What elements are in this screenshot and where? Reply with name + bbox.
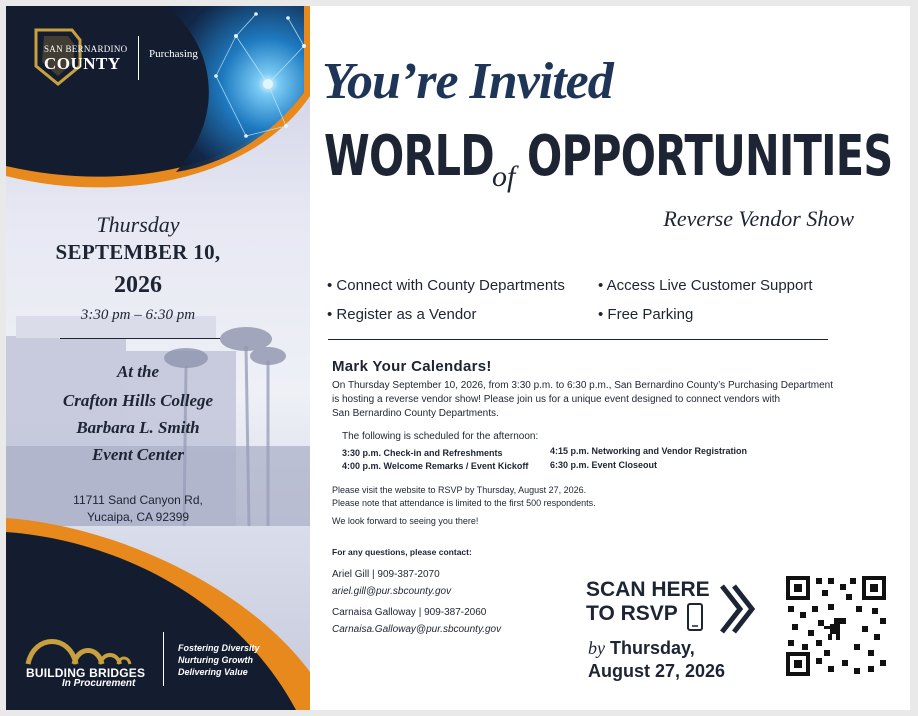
schedule-item: 4:00 p.m. Welcome Remarks / Event Kickoff [342,461,529,471]
rsvp-qr-code[interactable] [784,574,888,678]
divider [328,339,828,340]
venue-line: At the [116,362,160,381]
invited-heading: You’re Invited [322,53,613,110]
phone-icon [686,602,704,632]
address-street: 11711 Sand Canyon Rd, [73,493,203,507]
building-bridges-title: BUILDING BRIDGES [26,666,146,680]
contact-email[interactable]: Carnaisa.Galloway@pur.sbcounty.gov [332,624,502,635]
schedule-heading: The following is scheduled for the afternoon: [342,431,539,442]
highlight-item: • Free Parking [598,306,694,323]
contact-name-phone: Ariel Gill | 909-387-2070 [332,569,440,580]
attendance-note: Please note that attendance is limited to the first 500 respondents. [332,498,596,508]
rsvp-note: Please visit the website to RSVP by Thursday, August 27, 2026. [332,485,587,495]
invitation-flyer [6,6,910,710]
logo-divider [163,632,164,686]
building-bridges-logo [24,628,144,668]
schedule-item: 6:30 p.m. Event Closeout [550,460,658,470]
building-bridges-subtitle: In Procurement [62,678,136,689]
county-name-large: COUNTY [44,54,121,73]
highlight-item: • Access Live Customer Support [598,277,813,294]
event-month-day: SEPTEMBER 10, [55,240,221,264]
left-panel [6,6,310,710]
rsvp-deadline [588,637,725,683]
venue-line: Crafton Hills College [62,391,214,410]
details-paragraph-line: On Thursday September 10, 2026, from 3:30 p.m. to 6:30 p.m., San Bernardino County’s Purchasing Department [332,380,834,391]
venue-line: Barbara L. Smith [76,418,200,437]
scan-cta-line: SCAN HERE [586,578,710,601]
contact-email[interactable]: ariel.gill@pur.sbcounty.gov [332,586,452,597]
event-time: 3:30 pm – 6:30 pm [80,307,196,323]
event-day: Thursday [96,212,180,237]
rsvp-by-word: by [588,638,605,658]
contact-name-phone: Carnaisa Galloway | 909-387-2060 [332,607,487,618]
scan-cta-line: TO RSVP [586,602,678,625]
closing-note: We look forward to seeing you there! [332,516,479,526]
rsvp-deadline-date: August 27, 2026 [588,661,726,681]
event-subtitle: Reverse Vendor Show [663,206,854,231]
rsvp-deadline-day: Thursday, [610,638,695,658]
double-chevron-right-icon [718,580,758,638]
title-world: WORLD [324,124,494,189]
tagline: Fostering Diversity [178,643,260,653]
title-opportunities: OPPORTUNITIES [527,124,893,189]
title-of: of [492,160,516,193]
department-label: Purchasing [149,48,198,60]
schedule-item: 4:15 p.m. Networking and Vendor Registration [550,446,748,456]
address-city: Yucaipa, CA 92399 [86,510,190,524]
details-heading: Mark Your Calendars! [332,358,492,375]
tagline: Delivering Value [178,667,248,677]
highlight-item: • Connect with County Departments [327,277,565,294]
schedule-item: 3:30 p.m. Check-in and Refreshments [342,448,503,458]
tagline: Nurturing Growth [178,655,253,665]
details-paragraph-line: San Bernardino County Departments. [332,408,499,419]
county-name-small: SAN BERNARDINO [44,44,128,54]
details-paragraph-line: is hosting a reverse vendor show! Please join us for a unique event designed to connect vendors with [332,394,781,405]
venue-line: Event Center [91,445,185,464]
contact-heading: For any questions, please contact: [332,547,472,557]
event-year: 2026 [114,272,162,298]
footer-swoosh-graphic [6,6,310,710]
highlight-item: • Register as a Vendor [327,306,477,323]
